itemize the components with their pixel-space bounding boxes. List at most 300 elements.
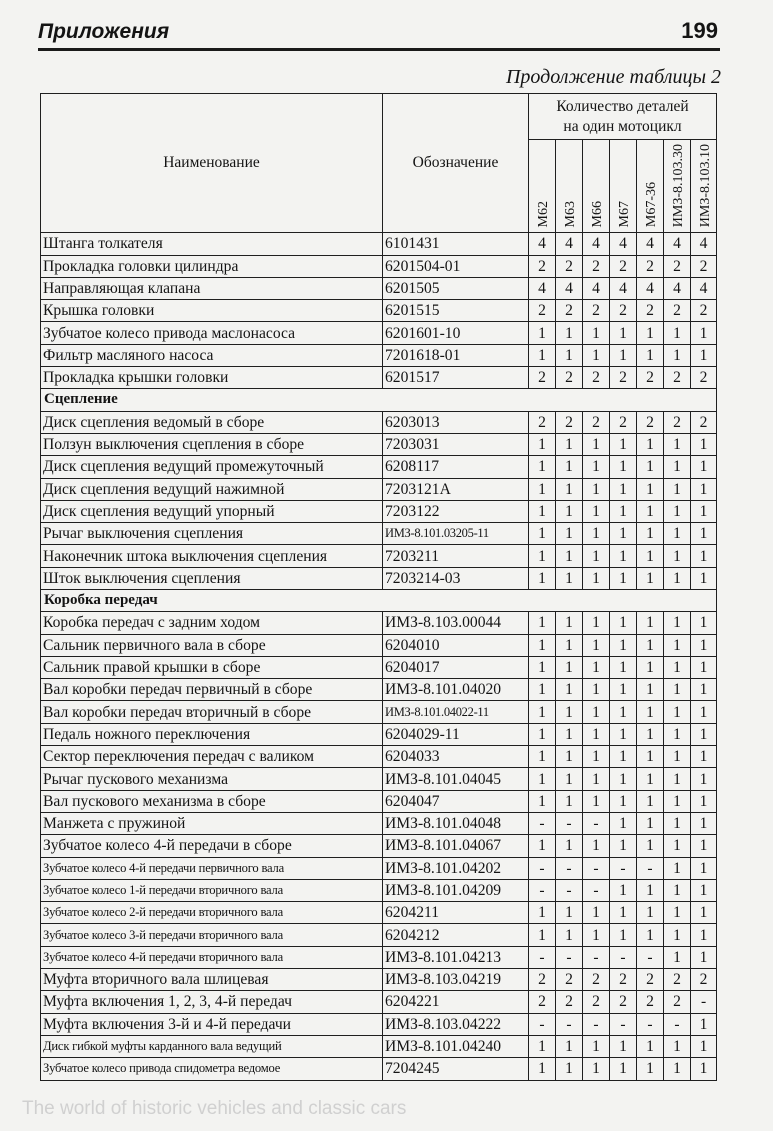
quantity-cell: 4 bbox=[637, 277, 664, 299]
part-name-cell: Ползун выключения сцепления в сборе bbox=[41, 433, 383, 455]
table-row bbox=[41, 924, 717, 946]
table-header bbox=[41, 94, 717, 233]
section-title-cell: Коробка передач bbox=[41, 589, 717, 611]
quantity-cell: 1 bbox=[556, 456, 583, 478]
quantity-cell: 1 bbox=[691, 857, 717, 879]
section-row bbox=[41, 589, 717, 611]
part-name-cell: Фильтр масляного насоса bbox=[41, 344, 383, 366]
quantity-cell: - bbox=[637, 946, 664, 968]
quantity-cell: 1 bbox=[637, 768, 664, 790]
part-code-cell: 6201504-01 bbox=[383, 255, 529, 277]
part-name-cell: Зубчатое колесо 4-й передачи вторичного вала bbox=[41, 946, 383, 968]
part-code-cell: 7201618-01 bbox=[383, 344, 529, 366]
quantity-cell: 1 bbox=[556, 701, 583, 723]
part-code-cell: 7204245 bbox=[383, 1058, 529, 1080]
quantity-cell: 1 bbox=[583, 433, 610, 455]
model-label: М66 bbox=[590, 200, 605, 228]
quantity-cell: 1 bbox=[583, 1058, 610, 1080]
quantity-cell: 1 bbox=[556, 1058, 583, 1080]
quantity-cell: 1 bbox=[583, 1035, 610, 1057]
quantity-cell: 1 bbox=[664, 768, 691, 790]
quantity-cell: - bbox=[664, 1013, 691, 1035]
table-row bbox=[41, 478, 717, 500]
part-name-cell: Зубчатое колесо 4-й передачи в сборе bbox=[41, 835, 383, 857]
model-label: М63 bbox=[563, 200, 578, 228]
quantity-cell: 1 bbox=[637, 634, 664, 656]
part-name-cell: Сальник первичного вала в сборе bbox=[41, 634, 383, 656]
quantity-cell: 2 bbox=[583, 367, 610, 389]
quantity-cell: 1 bbox=[583, 456, 610, 478]
quantity-cell: 1 bbox=[691, 902, 717, 924]
quantity-cell: 1 bbox=[637, 746, 664, 768]
quantity-cell: 1 bbox=[691, 500, 717, 522]
part-name-cell: Муфта вторичного вала шлицевая bbox=[41, 969, 383, 991]
part-code-cell: 6101431 bbox=[383, 233, 529, 255]
part-name-cell: Направляющая клапана bbox=[41, 277, 383, 299]
quantity-cell: 1 bbox=[691, 456, 717, 478]
quantity-cell: 1 bbox=[529, 768, 556, 790]
quantity-cell: 1 bbox=[610, 433, 637, 455]
quantity-cell: - bbox=[637, 857, 664, 879]
table-row bbox=[41, 300, 717, 322]
quantity-cell: - bbox=[583, 946, 610, 968]
quantity-cell: 1 bbox=[529, 1035, 556, 1057]
quantity-cell: 1 bbox=[691, 567, 717, 589]
quantity-cell: 2 bbox=[664, 255, 691, 277]
quantity-cell: 1 bbox=[556, 433, 583, 455]
quantity-cell: 1 bbox=[583, 746, 610, 768]
section-title-cell: Сцепление bbox=[41, 389, 717, 411]
table-row bbox=[41, 344, 717, 366]
quantity-cell: 4 bbox=[691, 277, 717, 299]
quantity-cell: 1 bbox=[637, 812, 664, 834]
quantity-cell: 1 bbox=[610, 924, 637, 946]
quantity-cell: 2 bbox=[691, 255, 717, 277]
quantity-header-line-2: на один мотоцикл bbox=[563, 117, 682, 135]
quantity-cell: 1 bbox=[664, 746, 691, 768]
part-code-cell: 6204029-11 bbox=[383, 723, 529, 745]
quantity-cell: 1 bbox=[556, 634, 583, 656]
quantity-cell: 1 bbox=[610, 456, 637, 478]
table-row bbox=[41, 523, 717, 545]
quantity-cell: - bbox=[610, 946, 637, 968]
quantity-cell: 1 bbox=[556, 656, 583, 678]
part-code-cell: 7203031 bbox=[383, 433, 529, 455]
quantity-cell: 1 bbox=[583, 523, 610, 545]
quantity-cell: 1 bbox=[691, 723, 717, 745]
quantity-cell: 2 bbox=[556, 969, 583, 991]
quantity-cell: 1 bbox=[691, 812, 717, 834]
quantity-cell: 1 bbox=[610, 879, 637, 901]
quantity-cell: 1 bbox=[637, 679, 664, 701]
quantity-cell: 2 bbox=[529, 411, 556, 433]
part-name-cell: Сальник правой крышки в сборе bbox=[41, 656, 383, 678]
quantity-cell: 1 bbox=[529, 835, 556, 857]
part-code-cell: ИМЗ-8.101.04022-11 bbox=[383, 701, 529, 723]
quantity-cell: 2 bbox=[610, 255, 637, 277]
quantity-cell: 1 bbox=[529, 723, 556, 745]
quantity-cell: 1 bbox=[556, 835, 583, 857]
quantity-cell: 1 bbox=[664, 835, 691, 857]
quantity-cell: 1 bbox=[637, 902, 664, 924]
part-code-cell: 6201505 bbox=[383, 277, 529, 299]
page-number: 199 bbox=[681, 18, 718, 43]
model-label: М67-36 bbox=[644, 182, 659, 228]
quantity-cell: 1 bbox=[610, 344, 637, 366]
quantity-cell: 1 bbox=[556, 567, 583, 589]
code-column-header: Обозначение bbox=[383, 94, 529, 233]
name-column-header: Наименование bbox=[41, 94, 383, 233]
table-row bbox=[41, 411, 717, 433]
quantity-cell: 1 bbox=[691, 1013, 717, 1035]
quantity-cell: - bbox=[583, 879, 610, 901]
quantity-cell: 1 bbox=[556, 612, 583, 634]
quantity-cell: 2 bbox=[664, 991, 691, 1013]
quantity-cell: 2 bbox=[556, 411, 583, 433]
quantity-cell: 4 bbox=[529, 233, 556, 255]
model-column-header bbox=[583, 140, 610, 233]
quantity-cell: 2 bbox=[583, 991, 610, 1013]
table-row bbox=[41, 835, 717, 857]
quantity-cell: 1 bbox=[583, 656, 610, 678]
table-row bbox=[41, 567, 717, 589]
part-code-cell: 7203211 bbox=[383, 545, 529, 567]
quantity-cell: 2 bbox=[637, 969, 664, 991]
part-name-cell: Коробка передач с задним ходом bbox=[41, 612, 383, 634]
quantity-cell: 1 bbox=[664, 946, 691, 968]
quantity-cell: 1 bbox=[556, 723, 583, 745]
quantity-cell: 1 bbox=[691, 879, 717, 901]
quantity-cell: 4 bbox=[637, 233, 664, 255]
part-code-cell: 6201515 bbox=[383, 300, 529, 322]
quantity-cell: 1 bbox=[529, 478, 556, 500]
quantity-cell: 4 bbox=[529, 277, 556, 299]
table-row bbox=[41, 969, 717, 991]
quantity-cell: - bbox=[691, 991, 717, 1013]
model-column-header bbox=[664, 140, 691, 233]
quantity-cell: 1 bbox=[637, 1058, 664, 1080]
header-divider bbox=[38, 48, 720, 51]
table-row bbox=[41, 790, 717, 812]
quantity-cell: 1 bbox=[664, 545, 691, 567]
quantity-cell: 1 bbox=[556, 924, 583, 946]
quantity-cell: 1 bbox=[664, 612, 691, 634]
table-row bbox=[41, 679, 717, 701]
quantity-cell: 1 bbox=[691, 612, 717, 634]
quantity-cell: 2 bbox=[583, 411, 610, 433]
quantity-cell: 1 bbox=[610, 500, 637, 522]
table-row bbox=[41, 902, 717, 924]
table-row bbox=[41, 991, 717, 1013]
quantity-cell: 1 bbox=[529, 1058, 556, 1080]
quantity-cell: 2 bbox=[583, 300, 610, 322]
table-row bbox=[41, 723, 717, 745]
part-code-cell: ИМЗ-8.103.04222 bbox=[383, 1013, 529, 1035]
quantity-cell: 1 bbox=[556, 322, 583, 344]
quantity-cell: 1 bbox=[610, 612, 637, 634]
quantity-cell: 2 bbox=[529, 991, 556, 1013]
quantity-cell: 1 bbox=[610, 790, 637, 812]
part-code-cell: ИМЗ-8.103.04219 bbox=[383, 969, 529, 991]
quantity-cell: 1 bbox=[691, 478, 717, 500]
quantity-cell: - bbox=[556, 879, 583, 901]
quantity-cell: 1 bbox=[583, 835, 610, 857]
quantity-cell: 2 bbox=[529, 255, 556, 277]
part-name-cell: Диск сцепления ведущий нажимной bbox=[41, 478, 383, 500]
part-name-cell: Диск сцепления ведущий упорный bbox=[41, 500, 383, 522]
quantity-cell: 2 bbox=[610, 411, 637, 433]
table-row bbox=[41, 656, 717, 678]
quantity-cell: - bbox=[556, 812, 583, 834]
part-name-cell: Зубчатое колесо 3-й передачи вторичного вала bbox=[41, 924, 383, 946]
table-row bbox=[41, 545, 717, 567]
part-name-cell: Крышка головки bbox=[41, 300, 383, 322]
quantity-cell: 1 bbox=[610, 812, 637, 834]
quantity-cell: 1 bbox=[529, 545, 556, 567]
table-row bbox=[41, 433, 717, 455]
table-row bbox=[41, 634, 717, 656]
table-row bbox=[41, 612, 717, 634]
part-name-cell: Муфта включения 1, 2, 3, 4-й передач bbox=[41, 991, 383, 1013]
quantity-cell: 1 bbox=[610, 656, 637, 678]
quantity-cell: 1 bbox=[529, 500, 556, 522]
quantity-cell: 1 bbox=[664, 344, 691, 366]
part-name-cell: Вал коробки передач вторичный в сборе bbox=[41, 701, 383, 723]
part-code-cell: 6204211 bbox=[383, 902, 529, 924]
part-code-cell: 6204017 bbox=[383, 656, 529, 678]
quantity-cell: 1 bbox=[664, 902, 691, 924]
quantity-cell: - bbox=[637, 1013, 664, 1035]
watermark-text: The world of historic vehicles and classic cars bbox=[22, 1098, 407, 1119]
quantity-cell: 1 bbox=[637, 656, 664, 678]
quantity-cell: 1 bbox=[637, 545, 664, 567]
table-body bbox=[41, 233, 717, 1080]
quantity-cell: 4 bbox=[691, 233, 717, 255]
table-row bbox=[41, 879, 717, 901]
quantity-cell: 1 bbox=[556, 679, 583, 701]
quantity-cell: 1 bbox=[529, 567, 556, 589]
quantity-cell: 1 bbox=[583, 634, 610, 656]
table-row bbox=[41, 857, 717, 879]
part-code-cell: 6204033 bbox=[383, 746, 529, 768]
quantity-cell: 1 bbox=[637, 723, 664, 745]
quantity-cell: 1 bbox=[664, 701, 691, 723]
quantity-cell: 1 bbox=[583, 701, 610, 723]
part-name-cell: Муфта включения 3-й и 4-й передачи bbox=[41, 1013, 383, 1035]
part-name-cell: Зубчатое колесо 1-й передачи вторичного вала bbox=[41, 879, 383, 901]
quantity-cell: 1 bbox=[583, 545, 610, 567]
quantity-cell: - bbox=[583, 857, 610, 879]
part-code-cell: 6201517 bbox=[383, 367, 529, 389]
quantity-cell: 1 bbox=[610, 478, 637, 500]
quantity-cell: 2 bbox=[637, 411, 664, 433]
part-name-cell: Диск сцепления ведущий промежуточный bbox=[41, 456, 383, 478]
quantity-cell: - bbox=[556, 1013, 583, 1035]
quantity-cell: 1 bbox=[664, 924, 691, 946]
quantity-cell: 1 bbox=[529, 746, 556, 768]
quantity-cell: 4 bbox=[664, 277, 691, 299]
quantity-cell: 2 bbox=[664, 300, 691, 322]
quantity-cell: 4 bbox=[610, 277, 637, 299]
quantity-cell: 1 bbox=[529, 433, 556, 455]
quantity-cell: 1 bbox=[583, 790, 610, 812]
quantity-cell: 1 bbox=[691, 790, 717, 812]
quantity-cell: - bbox=[529, 1013, 556, 1035]
quantity-cell: 1 bbox=[691, 679, 717, 701]
part-code-cell: 6201601-10 bbox=[383, 322, 529, 344]
model-column-header bbox=[529, 140, 556, 233]
quantity-cell: 1 bbox=[556, 500, 583, 522]
quantity-cell: 4 bbox=[664, 233, 691, 255]
part-code-cell: ИМЗ-8.101.04213 bbox=[383, 946, 529, 968]
quantity-cell: 1 bbox=[529, 679, 556, 701]
model-label: ИМЗ-8.103.10 bbox=[698, 144, 713, 228]
part-code-cell: ИМЗ-8.101.03205-11 bbox=[383, 523, 529, 545]
model-label: М62 bbox=[536, 200, 551, 228]
quantity-cell: 4 bbox=[556, 277, 583, 299]
part-name-cell: Зубчатое колесо 4-й передачи первичного вала bbox=[41, 857, 383, 879]
quantity-cell: 1 bbox=[664, 567, 691, 589]
section-row bbox=[41, 389, 717, 411]
part-name-cell: Вал пускового механизма в сборе bbox=[41, 790, 383, 812]
quantity-cell: 1 bbox=[691, 835, 717, 857]
quantity-cell: 2 bbox=[556, 991, 583, 1013]
part-code-cell: 6204010 bbox=[383, 634, 529, 656]
page-header bbox=[38, 18, 718, 52]
quantity-cell: 1 bbox=[664, 812, 691, 834]
quantity-cell: 1 bbox=[529, 634, 556, 656]
part-name-cell: Педаль ножного переключения bbox=[41, 723, 383, 745]
quantity-cell: 2 bbox=[583, 255, 610, 277]
table-row bbox=[41, 946, 717, 968]
table-row bbox=[41, 1035, 717, 1057]
quantity-cell: 1 bbox=[529, 790, 556, 812]
table-row bbox=[41, 701, 717, 723]
part-code-cell: ИМЗ-8.101.04048 bbox=[383, 812, 529, 834]
quantity-header-line-1: Количество деталей bbox=[556, 97, 689, 115]
quantity-cell: 2 bbox=[691, 411, 717, 433]
quantity-cell: 1 bbox=[637, 567, 664, 589]
part-name-cell: Сектор переключения передач с валиком bbox=[41, 746, 383, 768]
quantity-cell: 1 bbox=[637, 879, 664, 901]
quantity-cell: 1 bbox=[637, 500, 664, 522]
quantity-cell: 1 bbox=[664, 456, 691, 478]
quantity-cell: 1 bbox=[610, 835, 637, 857]
quantity-cell: 2 bbox=[664, 411, 691, 433]
table-continuation-caption: Продолжение таблицы 2 bbox=[505, 66, 721, 88]
quantity-cell: 1 bbox=[583, 924, 610, 946]
quantity-cell: 1 bbox=[691, 523, 717, 545]
quantity-cell: 1 bbox=[637, 924, 664, 946]
quantity-cell: 1 bbox=[610, 701, 637, 723]
quantity-cell: 1 bbox=[529, 523, 556, 545]
quantity-cell: - bbox=[610, 1013, 637, 1035]
quantity-cell: 1 bbox=[529, 924, 556, 946]
quantity-cell: 1 bbox=[556, 344, 583, 366]
quantity-cell: 1 bbox=[637, 835, 664, 857]
quantity-cell: 1 bbox=[637, 701, 664, 723]
quantity-cell: 1 bbox=[637, 456, 664, 478]
quantity-cell: 1 bbox=[664, 1035, 691, 1057]
quantity-cell: 1 bbox=[610, 634, 637, 656]
quantity-cell: 1 bbox=[583, 344, 610, 366]
part-name-cell: Прокладка крышки головки bbox=[41, 367, 383, 389]
part-name-cell: Манжета с пружиной bbox=[41, 812, 383, 834]
quantity-cell: 1 bbox=[610, 902, 637, 924]
quantity-cell: 1 bbox=[691, 768, 717, 790]
quantity-cell: 1 bbox=[529, 456, 556, 478]
table-row bbox=[41, 277, 717, 299]
quantity-cell: 1 bbox=[664, 679, 691, 701]
quantity-cell: 1 bbox=[691, 433, 717, 455]
quantity-cell: 1 bbox=[664, 478, 691, 500]
quantity-cell: - bbox=[529, 879, 556, 901]
model-label: ИМЗ-8.103.30 bbox=[671, 144, 686, 228]
quantity-cell: 2 bbox=[610, 969, 637, 991]
quantity-cell: 1 bbox=[637, 322, 664, 344]
quantity-cell: 1 bbox=[637, 612, 664, 634]
quantity-cell: 2 bbox=[637, 300, 664, 322]
quantity-cell: 1 bbox=[610, 679, 637, 701]
quantity-cell: 2 bbox=[529, 969, 556, 991]
part-code-cell: 7203122 bbox=[383, 500, 529, 522]
quantity-cell: 1 bbox=[583, 478, 610, 500]
table-row bbox=[41, 367, 717, 389]
quantity-cell: 1 bbox=[610, 322, 637, 344]
quantity-cell: 1 bbox=[664, 433, 691, 455]
quantity-cell: 1 bbox=[691, 344, 717, 366]
quantity-cell: - bbox=[610, 857, 637, 879]
quantity-cell: 1 bbox=[691, 1058, 717, 1080]
table-row bbox=[41, 1058, 717, 1080]
quantity-cell: 1 bbox=[637, 790, 664, 812]
quantity-cell: - bbox=[583, 812, 610, 834]
quantity-cell: 4 bbox=[583, 233, 610, 255]
quantity-cell: 1 bbox=[664, 322, 691, 344]
quantity-cell: 1 bbox=[556, 1035, 583, 1057]
quantity-cell: 4 bbox=[583, 277, 610, 299]
quantity-cell: 1 bbox=[583, 902, 610, 924]
model-column-header bbox=[610, 140, 637, 233]
part-code-cell: 6204212 bbox=[383, 924, 529, 946]
model-column-header bbox=[556, 140, 583, 233]
quantity-cell: 1 bbox=[610, 545, 637, 567]
quantity-cell: 2 bbox=[529, 300, 556, 322]
quantity-cell: 1 bbox=[529, 612, 556, 634]
parts-table bbox=[40, 93, 717, 1081]
quantity-cell: 1 bbox=[556, 478, 583, 500]
quantity-cell: 2 bbox=[556, 255, 583, 277]
part-code-cell: ИМЗ-8.101.04020 bbox=[383, 679, 529, 701]
part-code-cell: 6204221 bbox=[383, 991, 529, 1013]
quantity-cell: 2 bbox=[664, 969, 691, 991]
quantity-cell: 2 bbox=[556, 300, 583, 322]
quantity-cell: 1 bbox=[583, 612, 610, 634]
quantity-cell: - bbox=[529, 946, 556, 968]
quantity-cell: 2 bbox=[556, 367, 583, 389]
table-row bbox=[41, 768, 717, 790]
table-row bbox=[41, 322, 717, 344]
quantity-cell: 1 bbox=[556, 768, 583, 790]
quantity-cell: 2 bbox=[691, 367, 717, 389]
part-name-cell: Зубчатое колесо привода маслонасоса bbox=[41, 322, 383, 344]
part-name-cell: Рычаг выключения сцепления bbox=[41, 523, 383, 545]
part-code-cell: ИМЗ-8.101.04209 bbox=[383, 879, 529, 901]
quantity-cell: 4 bbox=[610, 233, 637, 255]
part-code-cell: 6203013 bbox=[383, 411, 529, 433]
quantity-cell: - bbox=[529, 812, 556, 834]
quantity-cell: 2 bbox=[691, 969, 717, 991]
